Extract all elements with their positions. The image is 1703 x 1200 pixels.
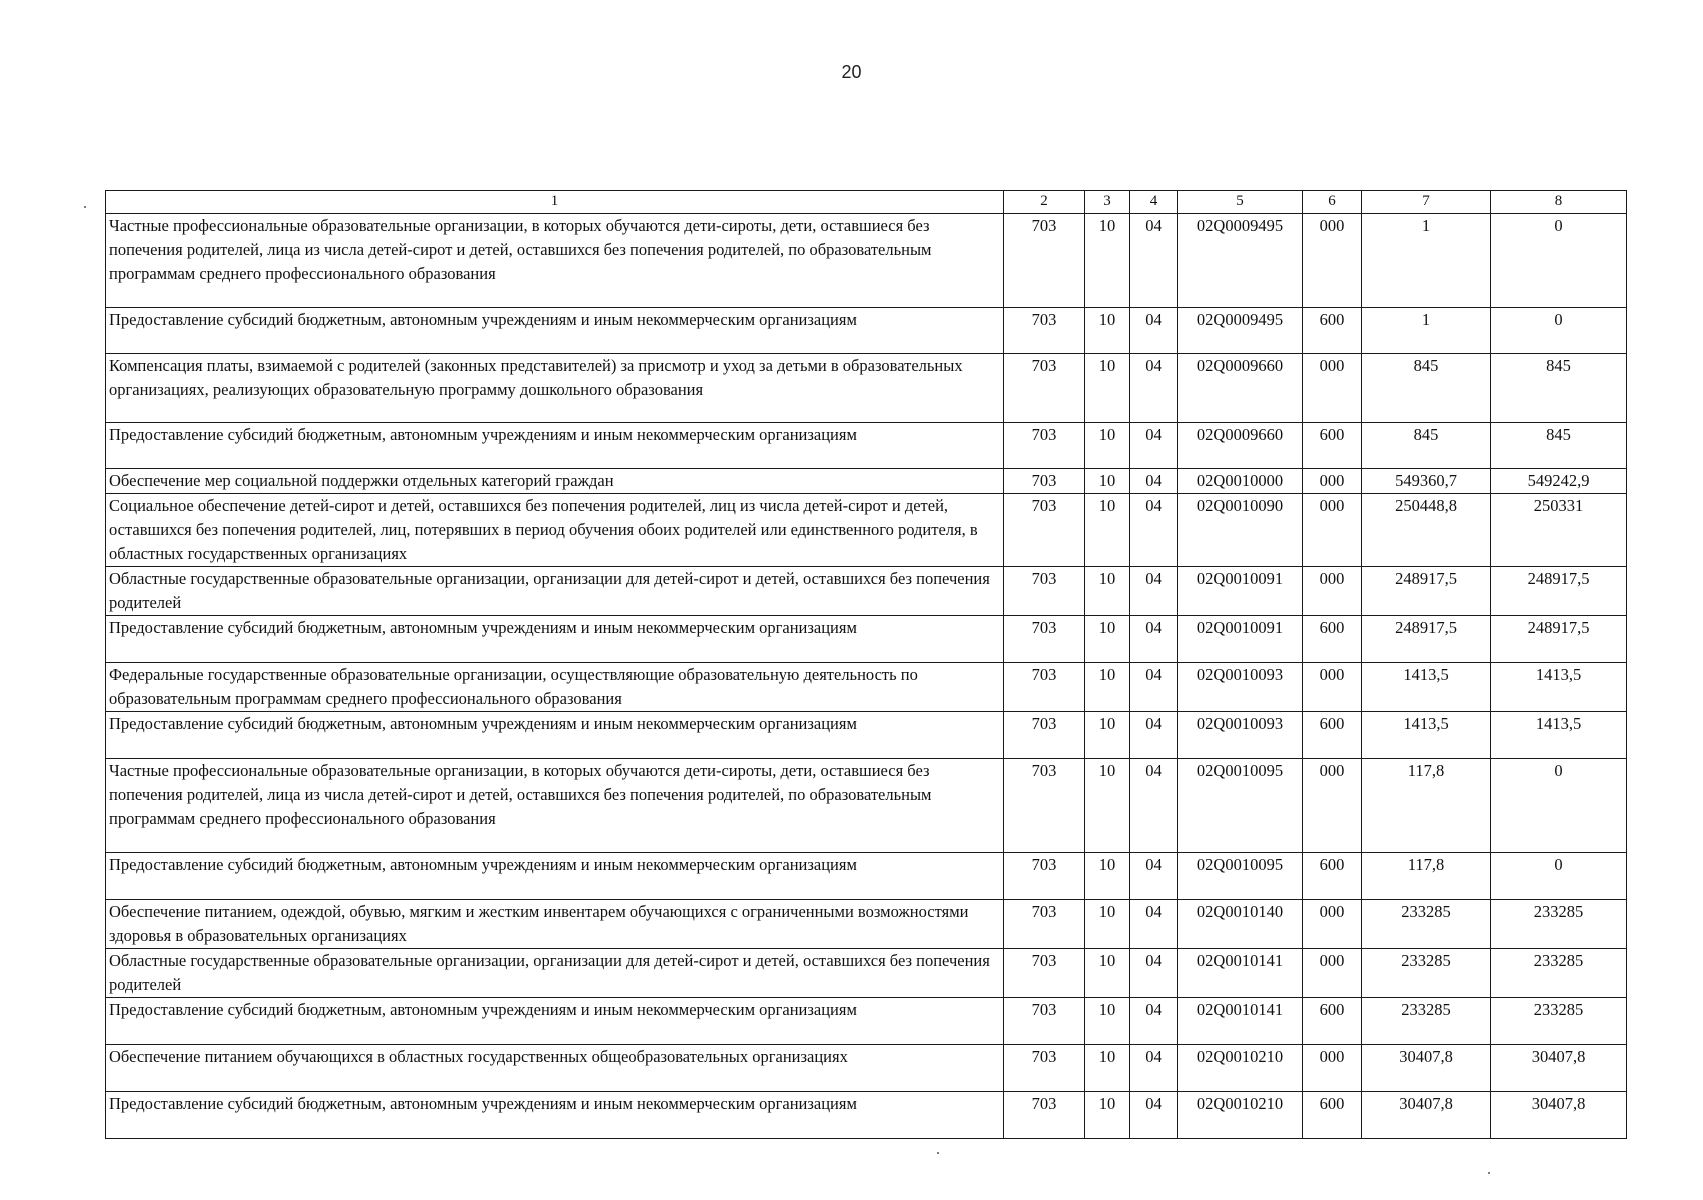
cell-description: Предоставление субсидий бюджетным, автономным учреждениям и иным некоммерческим организациям [106, 998, 1004, 1045]
cell-value-8: 1413,5 [1491, 663, 1627, 712]
header-cell-6: 6 [1303, 191, 1362, 214]
cell-code-3: 10 [1085, 998, 1130, 1045]
cell-code-6: 000 [1303, 663, 1362, 712]
table-row [106, 494, 1627, 567]
cell-value-7: 1 [1362, 214, 1491, 308]
cell-code-4: 04 [1130, 1092, 1178, 1139]
table-row [106, 469, 1627, 494]
cell-value-8: 248917,5 [1491, 616, 1627, 663]
cell-value-8: 30407,8 [1491, 1045, 1627, 1092]
cell-code-3: 10 [1085, 900, 1130, 949]
cell-description: Областные государственные образовательные организации, организации для детей-сирот и детей, оставшихся без попечения родителей [106, 949, 1004, 998]
cell-code-6: 000 [1303, 1045, 1362, 1092]
cell-code-4: 04 [1130, 308, 1178, 354]
cell-value-7: 30407,8 [1362, 1092, 1491, 1139]
cell-code-3: 10 [1085, 853, 1130, 900]
cell-code-4: 04 [1130, 949, 1178, 998]
cell-value-8: 0 [1491, 759, 1627, 853]
header-cell-4: 4 [1130, 191, 1178, 214]
cell-code-3: 10 [1085, 663, 1130, 712]
cell-value-7: 248917,5 [1362, 567, 1491, 616]
cell-code-5: 02Q0010090 [1178, 494, 1303, 567]
cell-value-8: 845 [1491, 423, 1627, 469]
cell-code-6: 600 [1303, 998, 1362, 1045]
cell-description: Социальное обеспечение детей-сирот и детей, оставшихся без попечения родителей, лиц из числа детей-сирот и детей, оставшихся без попечения родителей, лиц, потерявших в период обучения обоих родителей или единственного родителя, в областных государственных организациях [106, 494, 1004, 567]
table-row [106, 423, 1627, 469]
cell-code-2: 703 [1004, 469, 1085, 494]
cell-value-7: 117,8 [1362, 853, 1491, 900]
cell-description: Предоставление субсидий бюджетным, автономным учреждениям и иным некоммерческим организациям [106, 423, 1004, 469]
cell-code-6: 600 [1303, 423, 1362, 469]
cell-code-5: 02Q0010141 [1178, 949, 1303, 998]
table-row [106, 616, 1627, 663]
cell-code-5: 02Q0009495 [1178, 214, 1303, 308]
cell-code-3: 10 [1085, 494, 1130, 567]
cell-code-6: 600 [1303, 616, 1362, 663]
cell-code-5: 02Q0009660 [1178, 423, 1303, 469]
cell-code-3: 10 [1085, 423, 1130, 469]
table-row [106, 214, 1627, 308]
cell-value-8: 0 [1491, 214, 1627, 308]
cell-value-8: 549242,9 [1491, 469, 1627, 494]
cell-value-7: 248917,5 [1362, 616, 1491, 663]
table-row [106, 663, 1627, 712]
scan-speck [84, 206, 86, 208]
cell-code-4: 04 [1130, 423, 1178, 469]
cell-code-2: 703 [1004, 214, 1085, 308]
cell-code-5: 02Q0010140 [1178, 900, 1303, 949]
cell-code-4: 04 [1130, 663, 1178, 712]
table-row [106, 853, 1627, 900]
cell-code-5: 02Q0010000 [1178, 469, 1303, 494]
cell-description: Обеспечение питанием обучающихся в областных государственных общеобразовательных организациях [106, 1045, 1004, 1092]
cell-code-2: 703 [1004, 998, 1085, 1045]
cell-code-4: 04 [1130, 998, 1178, 1045]
cell-code-6: 600 [1303, 308, 1362, 354]
cell-value-8: 0 [1491, 853, 1627, 900]
cell-code-2: 703 [1004, 853, 1085, 900]
cell-value-8: 233285 [1491, 998, 1627, 1045]
cell-code-2: 703 [1004, 354, 1085, 423]
cell-code-6: 000 [1303, 949, 1362, 998]
header-cell-1: 1 [106, 191, 1004, 214]
cell-value-8: 250331 [1491, 494, 1627, 567]
cell-code-5: 02Q0009495 [1178, 308, 1303, 354]
cell-code-4: 04 [1130, 900, 1178, 949]
cell-code-5: 02Q0010210 [1178, 1092, 1303, 1139]
cell-value-8: 233285 [1491, 949, 1627, 998]
cell-code-5: 02Q0010093 [1178, 663, 1303, 712]
cell-value-7: 845 [1362, 423, 1491, 469]
cell-code-2: 703 [1004, 663, 1085, 712]
cell-code-5: 02Q0010091 [1178, 567, 1303, 616]
budget-table [105, 190, 1627, 1139]
cell-value-7: 233285 [1362, 900, 1491, 949]
scan-speck [937, 1152, 939, 1154]
cell-value-7: 233285 [1362, 998, 1491, 1045]
cell-code-4: 04 [1130, 567, 1178, 616]
cell-code-4: 04 [1130, 1045, 1178, 1092]
cell-code-4: 04 [1130, 214, 1178, 308]
cell-description: Частные профессиональные образовательные организации, в которых обучаются дети-сироты, дети, оставшиеся без попечения родителей, лица из числа детей-сирот и детей, оставшихся без попечения родителей, по образовательным программам среднего профессионального образования [106, 214, 1004, 308]
cell-code-4: 04 [1130, 616, 1178, 663]
cell-value-8: 1413,5 [1491, 712, 1627, 759]
cell-value-8: 0 [1491, 308, 1627, 354]
cell-code-3: 10 [1085, 759, 1130, 853]
table-row [106, 567, 1627, 616]
cell-code-2: 703 [1004, 616, 1085, 663]
table-row [106, 1092, 1627, 1139]
cell-code-5: 02Q0010091 [1178, 616, 1303, 663]
cell-code-3: 10 [1085, 949, 1130, 998]
cell-value-7: 250448,8 [1362, 494, 1491, 567]
cell-code-5: 02Q0010093 [1178, 712, 1303, 759]
cell-code-6: 000 [1303, 494, 1362, 567]
cell-value-8: 30407,8 [1491, 1092, 1627, 1139]
cell-code-5: 02Q0010095 [1178, 759, 1303, 853]
header-cell-7: 7 [1362, 191, 1491, 214]
table-row [106, 759, 1627, 853]
cell-description: Предоставление субсидий бюджетным, автономным учреждениям и иным некоммерческим организациям [106, 853, 1004, 900]
header-cell-8: 8 [1491, 191, 1627, 214]
cell-code-3: 10 [1085, 616, 1130, 663]
cell-code-3: 10 [1085, 214, 1130, 308]
cell-code-2: 703 [1004, 308, 1085, 354]
cell-code-2: 703 [1004, 1092, 1085, 1139]
cell-description: Обеспечение питанием, одеждой, обувью, мягким и жестким инвентарем обучающихся с ограниченными возможностями здоровья в образовательных организациях [106, 900, 1004, 949]
cell-code-5: 02Q0010095 [1178, 853, 1303, 900]
cell-code-6: 000 [1303, 900, 1362, 949]
table-row [106, 949, 1627, 998]
table-row [106, 354, 1627, 423]
cell-code-2: 703 [1004, 423, 1085, 469]
cell-description: Предоставление субсидий бюджетным, автономным учреждениям и иным некоммерческим организациям [106, 616, 1004, 663]
cell-value-7: 117,8 [1362, 759, 1491, 853]
cell-value-7: 30407,8 [1362, 1045, 1491, 1092]
cell-value-8: 233285 [1491, 900, 1627, 949]
cell-code-4: 04 [1130, 759, 1178, 853]
cell-code-2: 703 [1004, 759, 1085, 853]
table-row [106, 712, 1627, 759]
cell-code-2: 703 [1004, 494, 1085, 567]
cell-description: Предоставление субсидий бюджетным, автономным учреждениям и иным некоммерческим организациям [106, 308, 1004, 354]
cell-code-2: 703 [1004, 949, 1085, 998]
cell-value-8: 248917,5 [1491, 567, 1627, 616]
cell-code-4: 04 [1130, 712, 1178, 759]
cell-code-2: 703 [1004, 900, 1085, 949]
cell-code-6: 600 [1303, 853, 1362, 900]
cell-code-3: 10 [1085, 567, 1130, 616]
cell-description: Предоставление субсидий бюджетным, автономным учреждениям и иным некоммерческим организациям [106, 1092, 1004, 1139]
cell-code-5: 02Q0010141 [1178, 998, 1303, 1045]
cell-code-4: 04 [1130, 469, 1178, 494]
table-row [106, 308, 1627, 354]
table-body [106, 191, 1627, 1139]
header-cell-5: 5 [1178, 191, 1303, 214]
cell-code-6: 000 [1303, 354, 1362, 423]
table-row [106, 900, 1627, 949]
cell-code-6: 000 [1303, 567, 1362, 616]
cell-value-7: 1413,5 [1362, 712, 1491, 759]
cell-code-5: 02Q0009660 [1178, 354, 1303, 423]
cell-code-5: 02Q0010210 [1178, 1045, 1303, 1092]
cell-code-3: 10 [1085, 469, 1130, 494]
cell-description: Частные профессиональные образовательные организации, в которых обучаются дети-сироты, дети, оставшиеся без попечения родителей, лица из числа детей-сирот и детей, оставшихся без попечения родителей, по образовательным программам среднего профессионального образования [106, 759, 1004, 853]
cell-code-2: 703 [1004, 1045, 1085, 1092]
cell-value-7: 233285 [1362, 949, 1491, 998]
cell-code-6: 600 [1303, 712, 1362, 759]
cell-code-6: 000 [1303, 759, 1362, 853]
cell-code-3: 10 [1085, 712, 1130, 759]
cell-value-7: 1413,5 [1362, 663, 1491, 712]
cell-value-7: 549360,7 [1362, 469, 1491, 494]
cell-code-6: 000 [1303, 214, 1362, 308]
cell-code-6: 000 [1303, 469, 1362, 494]
header-cell-3: 3 [1085, 191, 1130, 214]
table-row [106, 1045, 1627, 1092]
cell-description: Федеральные государственные образовательные организации, осуществляющие образовательную деятельность по образовательным программам среднего профессионального образования [106, 663, 1004, 712]
cell-description: Компенсация платы, взимаемой с родителей (законных представителей) за присмотр и уход за детьми в образовательных организациях, реализующих образовательную программу дошкольного образования [106, 354, 1004, 423]
page-number: 20 [841, 62, 862, 82]
scan-speck [1488, 1172, 1490, 1174]
cell-code-4: 04 [1130, 494, 1178, 567]
table-row [106, 998, 1627, 1045]
cell-description: Предоставление субсидий бюджетным, автономным учреждениям и иным некоммерческим организациям [106, 712, 1004, 759]
cell-code-4: 04 [1130, 354, 1178, 423]
cell-code-2: 703 [1004, 712, 1085, 759]
cell-code-3: 10 [1085, 308, 1130, 354]
cell-code-3: 10 [1085, 354, 1130, 423]
cell-description: Областные государственные образовательные организации, организации для детей-сирот и детей, оставшихся без попечения родителей [106, 567, 1004, 616]
cell-code-2: 703 [1004, 567, 1085, 616]
header-row [106, 191, 1627, 214]
header-cell-2: 2 [1004, 191, 1085, 214]
cell-code-3: 10 [1085, 1045, 1130, 1092]
cell-value-8: 845 [1491, 354, 1627, 423]
cell-code-4: 04 [1130, 853, 1178, 900]
cell-code-3: 10 [1085, 1092, 1130, 1139]
cell-value-7: 845 [1362, 354, 1491, 423]
cell-value-7: 1 [1362, 308, 1491, 354]
cell-code-6: 600 [1303, 1092, 1362, 1139]
cell-description: Обеспечение мер социальной поддержки отдельных категорий граждан [106, 469, 1004, 494]
